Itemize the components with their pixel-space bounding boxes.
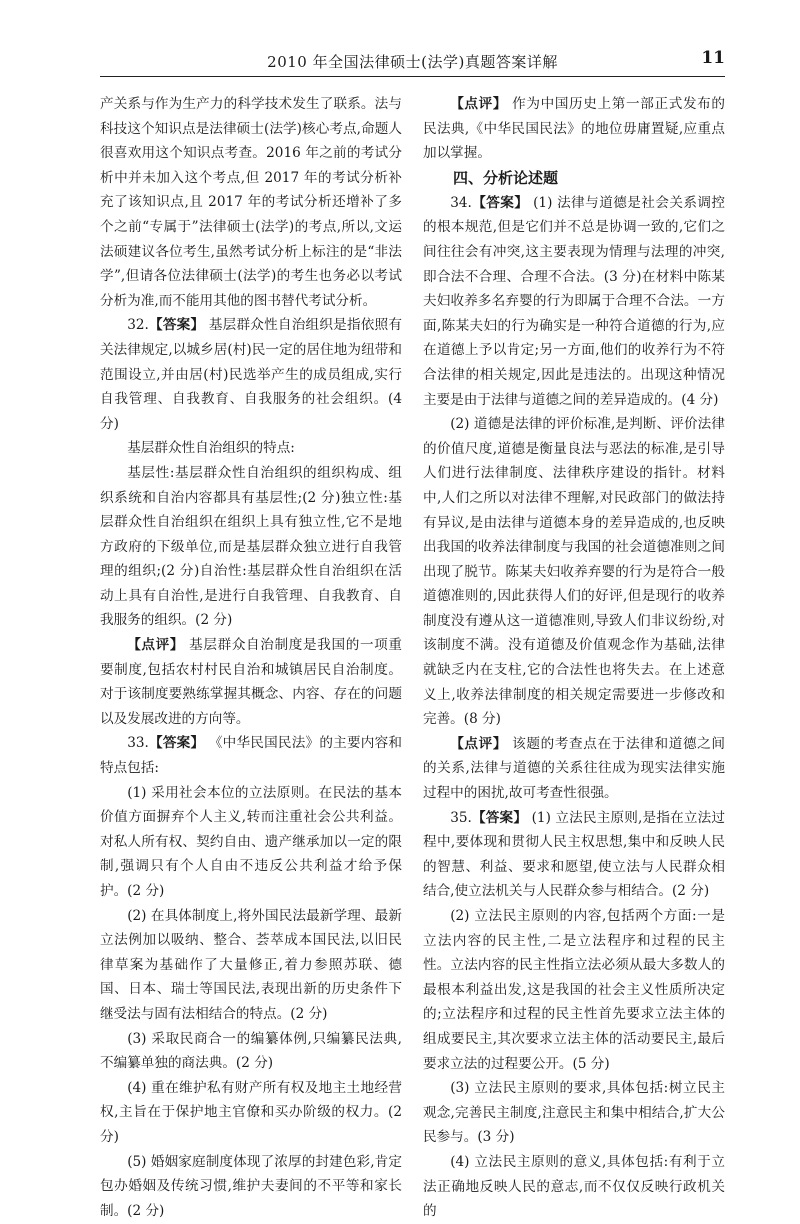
- answer-tag: 【答案】: [471, 194, 529, 211]
- running-header: [100, 48, 725, 77]
- right-column: [423, 92, 725, 1224]
- question-32-text: 基层群众性自治组织是指依照有关法律规定,以城乡居(村)民一定的居住地为纽带和范围设立,并由居(村)民选举产生的成员组成,实行自我管理、自我教育、自我服务的社会组织。(4 分): [100, 317, 403, 432]
- question-33-comment: [423, 92, 725, 166]
- question-34-text-1: (1) 法律与道德是社会关系调控的根本规范,但是它们并不总是协调一致的,它们之间往往会有冲突,这主要表现为情理与法理的冲突,即合法不合理、合理不合法。(3 分)在材料中陈某夫妇收养多名弃婴的行为即属于合理不合法。一方面,陈某夫妇的行为确实是一种符合道德的行为,应在道德上予以肯定;另一方面,他们的收养行为不符合法律的相关规定,因此是违法的。出现这种情况主要是由于法律与道德之间的差异造成的。(4 分): [423, 194, 726, 408]
- question-35-number: 35.: [450, 809, 472, 826]
- question-35-answer: [423, 806, 725, 904]
- question-32-feature-title: 基层群众性自治组织的特点:: [127, 440, 295, 457]
- question-32-answer: [100, 313, 402, 436]
- question-35-text-2: (2) 立法民主原则的内容,包括两个方面:一是立法内容的民主性,二是立法程序和过程的民主性。立法内容的民主性指立法必须从最大多数人的最根本利益出发,这是我国的社会主义性质所决定的;立法程序和过程的民主性首先要求立法主体的组成要民主,其次要求立法主体的活动要民主,最后要求立法的过程要公开。(5 分): [423, 908, 725, 1072]
- question-35-text-3: (3) 立法民主原则的要求,具体包括:树立民主观念,完善民主制度,注意民主和集中相结合,扩大公民参与。(3 分): [423, 1080, 725, 1146]
- question-33-item-5: (5) 婚姻家庭制度体现了浓厚的封建色彩,肯定包办婚姻及传统习惯,维护夫妻间的不平等和家长制。(2 分): [100, 1153, 402, 1219]
- question-32-number: 32.: [127, 317, 149, 334]
- question-34-number: 34.: [450, 194, 472, 211]
- header-title: 2010 年全国法律硕士(法学)真题答案详解: [267, 53, 558, 71]
- question-33-number: 33.: [127, 735, 149, 752]
- comment-tag: 【点评】: [450, 96, 508, 112]
- question-33-item-2: (2) 在具体制度上,将外国民法最新学理、最新立法例加以吸纳、整合、荟萃成本国民法,以旧民律草案为基础作了大量修正,着力参照苏联、德国、日本、瑞士等国民法,表现出新的历史条件下继受法与固有法相结合的特点。(2 分): [100, 907, 402, 1022]
- question-35-text-4: (4) 立法民主原则的意义,具体包括:有利于立法正确地反映人民的意志,而不仅仅反映行政机关的: [423, 1153, 725, 1220]
- question-33-item-4: (4) 重在维护私有财产所有权及地主土地经营权,主旨在于保护地主官僚和买办阶级的权力。(2 分): [100, 1079, 402, 1145]
- question-33-answer: [100, 731, 402, 780]
- paragraph-continuation: 产关系与作为生产力的科学技术发生了联系。法与科技这个知识点是法律硕士(法学)核心考点,命题人很喜欢用这个知识点考查。2016 年之前的考试分析中并未加入这个考点,但 2017 年的考试分析补充了该知识点,且 2017 年的考试分析还增补了多个之前“专属于”法律硕士(法学)的考点,所以,文运法硕建议各位考生,虽然考试分析上标注的是“非法学”,但请各位法律硕士(法学)的考生也务必以考试分析为准,而不能用其他的图书替代考试分析。: [100, 96, 402, 309]
- section-heading: 四、分析论述题: [453, 168, 559, 187]
- left-column: [100, 92, 402, 1223]
- question-32-features: 基层性:基层群众性自治组织的组织构成、组织系统和自治内容都具有基层性;(2 分)独立性:基层群众性自治组织在组织上具有独立性,它不是地方政府的下级单位,而是基层群众独立进行自我管理的组织;(2 分)自治性:基层群众性自治组织在活动上具有自治性,是进行自我管理、自我教育、自我服务的组织。(2 分): [100, 464, 402, 629]
- question-34-comment: [423, 732, 725, 806]
- question-32-comment: [100, 633, 402, 731]
- question-34-text-2: (2) 道德是法律的评价标准,是判断、评价法律的价值尺度,道德是衡量良法与恶法的标准,是引导人们进行法律制度、法律秩序建设的指针。材料中,人们之所以对法律不理解,对民政部门的做法持有异议,是由法律与道德本身的差异造成的,也反映出我国的收养法律制度与我国的社会道德准则之间出现了脱节。陈某夫妇收养弃婴的行为是符合一般道德准则的,因此获得人们的好评,但是现行的收养制度没有遵从这一道德准则,导致人们非议纷纷,对该制度不满。没有道德及价值观念作为基础,法律就缺乏内在支柱,它的合法性也将失去。在上述意义上,收养法律制度的相关规定需要进一步修改和完善。(8 分): [423, 416, 725, 728]
- question-32-comment-text: 基层群众自治制度是我国的一项重要制度,包括农村村民自治和城镇居民自治制度。对于该制度要熟练掌握其概念、内容、存在的问题以及发展改进的方向等。: [100, 637, 403, 727]
- answer-tag: 【答案】: [148, 735, 205, 752]
- question-33-item-1: (1) 采用社会本位的立法原则。在民法的基本价值方面摒弃个人主义,转而注重社会公共利益。对私人所有权、契约自由、遗产继承加以一定的限制,强调只有个人自由不违反公共利益才给予保护。(2 分): [100, 784, 402, 899]
- answer-tag: 【答案】: [471, 809, 528, 826]
- question-33-item-3: (3) 采取民商合一的编纂体例,只编纂民法典,不编纂单独的商法典。(2 分): [100, 1030, 402, 1072]
- question-34-answer: [423, 191, 725, 412]
- answer-tag: 【答案】: [148, 317, 205, 334]
- question-33-comment-text: 作为中国历史上第一部正式发布的民法典,《中华民国民法》的地位毋庸置疑,应重点加以掌握。: [423, 96, 726, 162]
- page-number: 11: [701, 48, 725, 68]
- question-33-intro: 《中华民国民法》的主要内容和特点包括:: [100, 735, 403, 777]
- comment-tag: 【点评】: [127, 637, 185, 654]
- question-34-comment-text: 该题的考查点在于法律和道德之间的关系,法律与道德的关系往往成为现实法律实施过程中的困扰,故可考查性很强。: [423, 735, 726, 802]
- question-35-text-1: (1) 立法民主原则,是指在立法过程中,要体现和贯彻人民主权思想,集中和反映人民的智慧、利益、要求和愿望,使立法与人民群众相结合,使立法机关与人民群众参与相结合。(2 分): [423, 809, 726, 900]
- comment-tag: 【点评】: [450, 735, 508, 752]
